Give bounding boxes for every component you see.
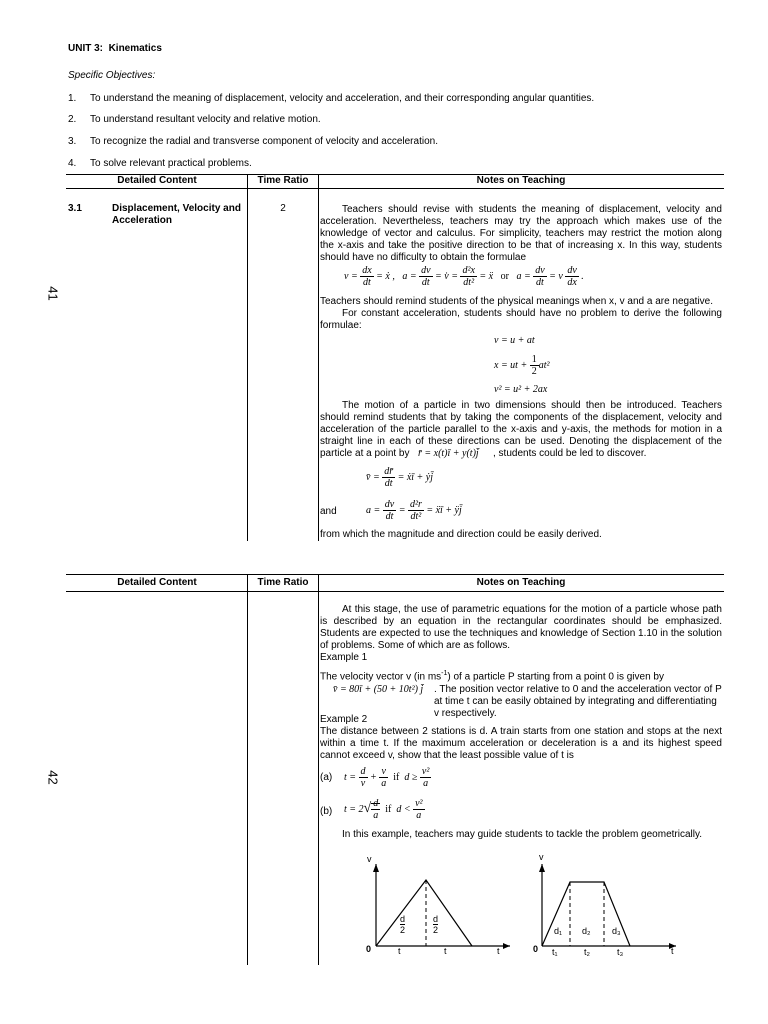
table-col-divider — [247, 574, 248, 965]
header-detailed-content: Detailed Content — [117, 175, 197, 186]
graph2-t-sub: t₃ — [617, 947, 624, 957]
unit-number: UNIT 3: — [68, 43, 103, 54]
formula-acceleration-vector: a = $\frac{dv}{dt}$ = $\frac{\text{d²r}}{\text{dt²}}$ = ẍī + ÿj̄ — [366, 499, 462, 522]
time-ratio-value: 2 — [280, 203, 286, 214]
header-time-ratio: Time Ratio — [257, 577, 309, 588]
graph1-origin: 0 — [366, 944, 372, 954]
velocity-time-triangle-graph — [360, 850, 520, 962]
formula-derivatives: v = $\frac{dx}{dt}$ = ẋ , a = $\frac{dv}{dt}$ = v̇ = $\frac{\text{d²x}}{\text{dt²}}$ = ẍ or a = $\frac{dv}{dt}$ = v $\frac{dv}{dx}$ . — [344, 265, 584, 288]
objective-item: 2. To understand resultant velocity and relative motion. — [68, 114, 321, 125]
header-notes: Notes on Teaching — [476, 577, 566, 588]
graph2-d-label: d₃ — [612, 926, 621, 936]
graph2-d-label: d₁ — [554, 926, 563, 936]
example-1-text-cont: . The position vector relative to 0 and the acceleration vector of P at time t can be easily obtained by integrating and differentiating v respectively. — [434, 684, 722, 719]
example-1-text: The velocity vector v (in $ms^{-1}$) of a particle P starting from a point 0 is given by — [320, 670, 664, 683]
graph2-t-label: t — [671, 946, 674, 956]
graph2-t-sub: t₁ — [552, 947, 558, 957]
case-b-label: (b) — [320, 806, 333, 817]
table-col-divider — [318, 574, 319, 965]
graph1-d-half-right: d 2 — [433, 914, 439, 935]
notes-paragraph: Teachers should remind students of the physical meanings when x, v and a are negative. For constant acceleration, students should have no problem to derive the following formulae: — [320, 296, 722, 331]
objective-item: 3. To recognize the radial and transverse component of velocity and acceleration. — [68, 136, 438, 147]
case-a-label: (a) — [320, 772, 333, 783]
unit-title — [68, 43, 162, 54]
notes-paragraph: The motion of a particle in two dimensions should then be introduced. Teachers should remind students that by taking the components of the displacement, velocity and acceleration of the particle parallel to the x-axis and y-axis, the methods for motion in a straight line in each of these directions can be used. Denoting the displacement of the particle at a point by — [320, 400, 722, 459]
objective-item: 1. To understand the meaning of displacement, velocity and acceleration, and their corresponding angular quantities. — [68, 93, 595, 104]
formula-case-b: t = 2√ $\frac{d}{a}$ if d < $\frac{\text{v²}}{a}$ — [344, 798, 423, 821]
table-header-rule — [66, 188, 724, 189]
graph2-origin: 0 — [533, 944, 539, 954]
unit-name: Kinematics — [108, 43, 162, 54]
graph1-t-label: t — [444, 946, 447, 956]
notes-text: from which the magnitude and direction could be easily derived. — [320, 529, 602, 540]
graph2-t-sub: t₂ — [584, 947, 590, 957]
formula-suvat-1: v = u + at — [494, 335, 535, 346]
graph1-t-label: t — [497, 946, 500, 956]
notes-paragraph: Example 2 The distance between 2 stations is d. A train starts from one station and stops at the next within a time t. If the maximum acceleration or deceleration is a and its highest speed cannot exceed v, show that the least possible value of t is — [320, 714, 722, 761]
header-time-ratio: Time Ratio — [257, 175, 309, 186]
table-top-rule — [66, 574, 724, 575]
notes-paragraph: At this stage, the use of parametric equations for the motion of a particle whose path is described by an equation in the rectangular coordinates should be emphasized. Students are expected to use the techniques and knowledge of Section 1.10 in the solution of problems. Some of which are as follows. Example 1 — [320, 604, 722, 663]
formula-suvat-3: v² = u² + 2ax — [494, 384, 548, 395]
graph2-v-label: v — [539, 852, 544, 862]
page-number: 41 — [45, 286, 61, 301]
formula-velocity-given: v̄ = 80ī + (50 + 10t²) j̄ — [333, 684, 424, 695]
notes-text: , students could be led to discover. — [493, 448, 647, 459]
formula-suvat-2: x = ut + $\frac{1}{2}$ at² — [494, 354, 550, 377]
notes-text: In this example, teachers may guide students to tackle the problem geometrically. — [342, 829, 702, 840]
graph1-d-half-left: d 2 — [400, 914, 406, 935]
table-header-rule — [66, 591, 724, 592]
velocity-time-trapezoid-graph — [530, 850, 690, 962]
specific-objectives-label: Specific Objectives: — [68, 70, 156, 81]
formula-velocity-vector: v̄ = $\frac{dr̄}{dt}$ = ẋī + ẏj̄ — [366, 466, 434, 489]
graph1-v-label: v — [367, 854, 372, 864]
example-label: Example 2 — [320, 714, 368, 725]
formula-position-vector: r̄ = x(t)ī + y(t)j̄ — [418, 448, 479, 459]
formula-case-a: t = $\frac{d}{v}$ + $\frac{v}{a}$ if d ≥ $\frac{\text{v²}}{a}$ — [344, 766, 430, 789]
table-col-divider — [247, 174, 248, 541]
example-label: Example 1 — [320, 652, 368, 663]
notes-paragraph: Teachers should revise with students the meaning of displacement, velocity and acceleration. Nevertheless, teachers may try the approach which makes use of the knowledge of vector and calculus. For simplicity, teachers may restrict the motion along the x-axis and take the positive direction to be that of increasing x. In this way, students should have no difficulty to obtain the formulae — [320, 204, 722, 263]
table-col-divider — [318, 174, 319, 541]
header-notes: Notes on Teaching — [476, 175, 566, 186]
objective-item: 4. To solve relevant practical problems. — [68, 158, 252, 169]
page-number: 42 — [45, 770, 61, 785]
and-label: and — [320, 506, 337, 517]
header-detailed-content: Detailed Content — [117, 577, 197, 588]
graph2-d-label: d₂ — [582, 926, 591, 936]
section-number: 3.1 — [68, 203, 82, 214]
section-title: Displacement, Velocity and Acceleration — [112, 203, 241, 226]
graph1-t-label: t — [398, 946, 401, 956]
